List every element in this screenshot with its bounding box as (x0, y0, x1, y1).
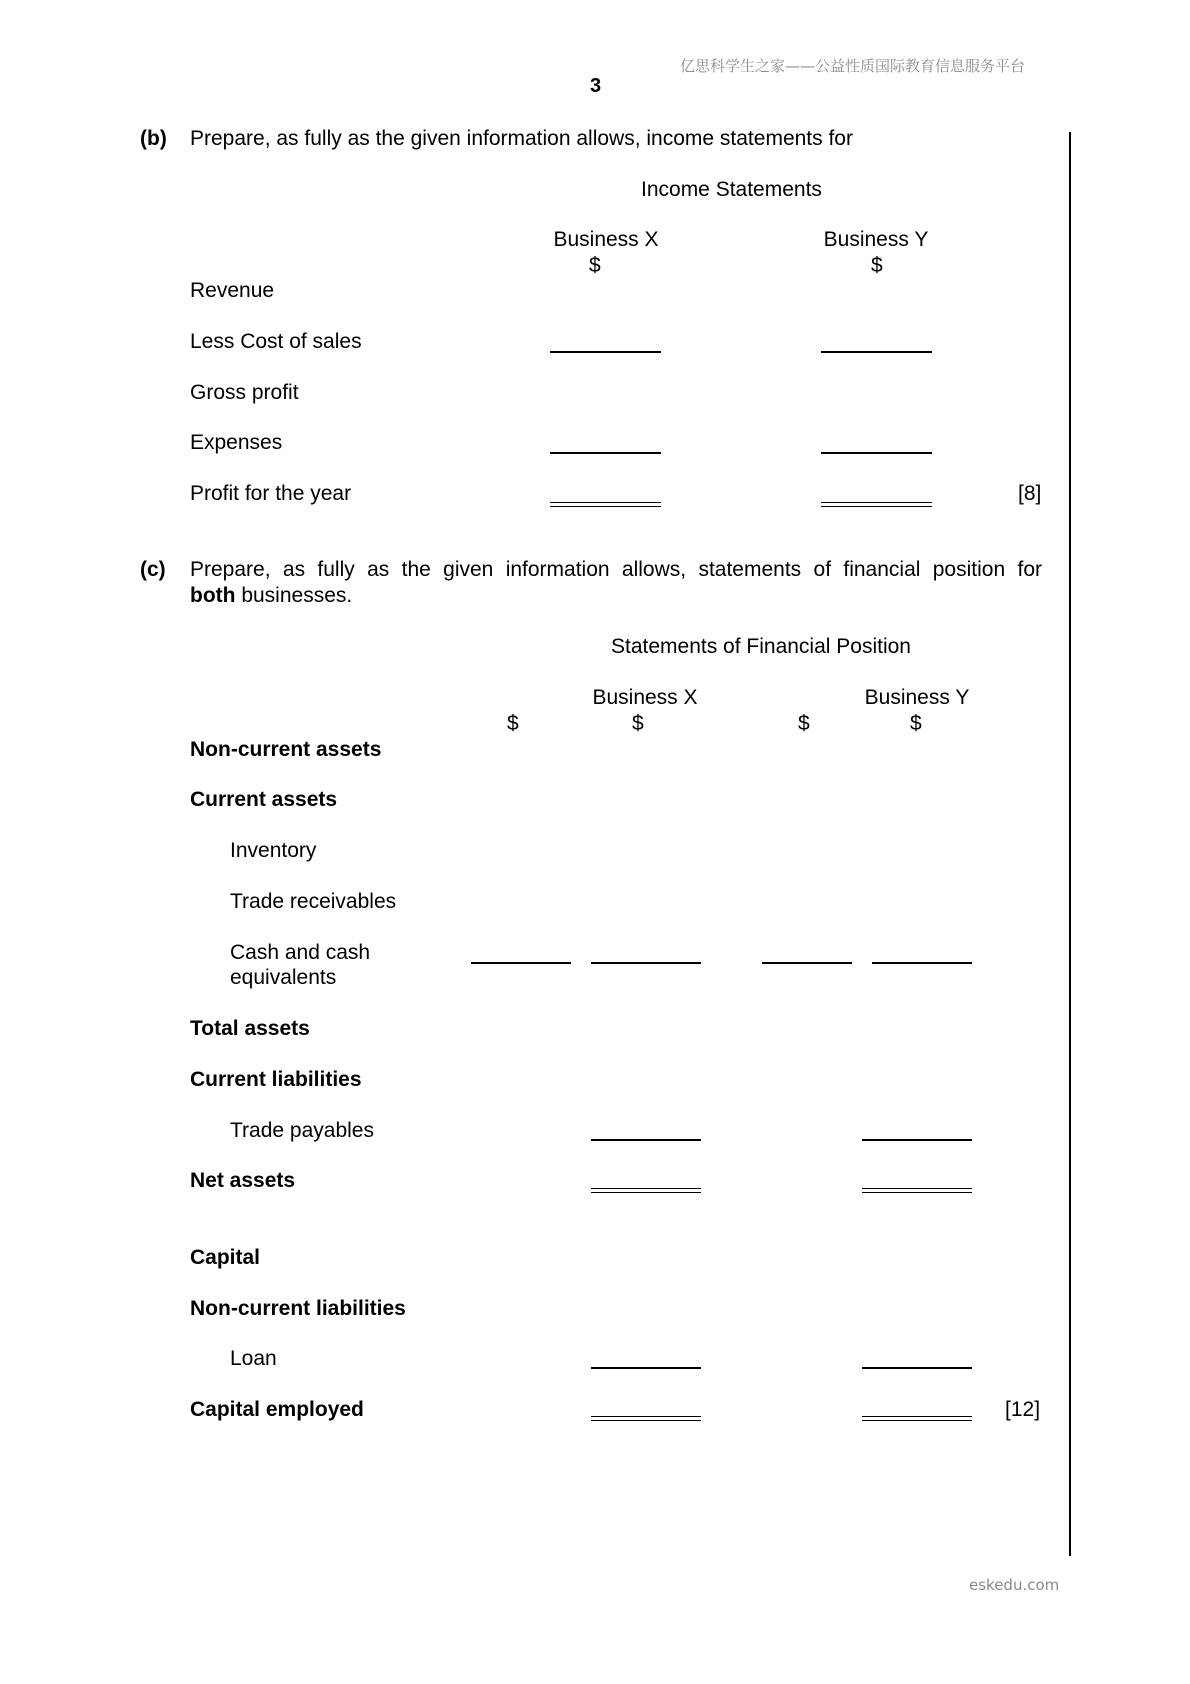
answer-line (591, 1367, 701, 1369)
part-c-question-rest: businesses. (235, 584, 353, 607)
row-inventory: Inventory (230, 839, 317, 862)
income-currency-y: $ (871, 254, 883, 277)
answer-line (862, 1139, 972, 1141)
double-answer-line (591, 1416, 701, 1421)
margin-rule (1069, 132, 1071, 1556)
row-expenses: Expenses (190, 431, 283, 454)
row-current-assets: Current assets (190, 788, 338, 811)
double-answer-line (550, 502, 661, 507)
row-cash-line1: Cash and cash (230, 941, 371, 964)
answer-line (550, 452, 661, 454)
row-net-assets: Net assets (190, 1169, 296, 1192)
row-trade-payables: Trade payables (230, 1119, 374, 1142)
income-currency-x: $ (589, 254, 601, 277)
sfp-currency: $ (507, 712, 519, 735)
row-trade-receivables: Trade receivables (230, 890, 397, 913)
row-capital-employed: Capital employed (190, 1398, 364, 1421)
row-non-current-liabilities: Non-current liabilities (190, 1297, 406, 1320)
footer-site: eskedu.com (969, 1576, 1060, 1594)
row-current-liabilities: Current liabilities (190, 1068, 362, 1091)
watermark-text: 亿思科学生之家——公益性质国际教育信息服务平台 (680, 57, 1026, 75)
row-gross-profit: Gross profit (190, 381, 299, 404)
part-b-question: Prepare, as fully as the given information allows, income statements for (190, 127, 853, 150)
answer-line (591, 1139, 701, 1141)
answer-line (862, 1367, 972, 1369)
sfp-currency: $ (910, 712, 922, 735)
double-answer-line (862, 1416, 972, 1421)
part-c-question-bold: both (190, 584, 236, 607)
income-col-business-y: Business Y (823, 228, 929, 251)
row-total-assets: Total assets (190, 1017, 310, 1040)
row-non-current-assets: Non-current assets (190, 738, 382, 761)
answer-line (550, 351, 661, 353)
sfp-currency: $ (798, 712, 810, 735)
page-number: 3 (590, 75, 602, 97)
income-statements-title: Income Statements (641, 178, 822, 201)
sfp-col-business-y: Business Y (864, 686, 970, 709)
double-answer-line (591, 1188, 701, 1193)
sfp-col-business-x: Business X (592, 686, 698, 709)
row-capital: Capital (190, 1246, 261, 1269)
part-c-question-line1: Prepare, as fully as the given information allows, statements of financial position for (190, 558, 1042, 581)
answer-line (821, 351, 932, 353)
row-cost-of-sales: Less Cost of sales (190, 330, 362, 353)
answer-line (821, 452, 932, 454)
row-loan: Loan (230, 1347, 277, 1370)
financial-position-title: Statements of Financial Position (611, 635, 911, 658)
double-answer-line (821, 502, 932, 507)
row-cash-line2: equivalents (230, 966, 337, 989)
income-col-business-x: Business X (553, 228, 659, 251)
row-profit-for-the-year: Profit for the year (190, 482, 352, 505)
part-c-marks: [12] (1005, 1398, 1041, 1421)
answer-line (762, 962, 852, 964)
answer-line (872, 962, 972, 964)
double-answer-line (862, 1188, 972, 1193)
part-c-question-line2 (190, 583, 352, 609)
row-revenue: Revenue (190, 279, 275, 302)
answer-line (591, 962, 701, 964)
part-b-label: (b) (140, 127, 167, 150)
answer-line (471, 962, 571, 964)
part-c-label: (c) (140, 558, 166, 581)
sfp-currency: $ (632, 712, 644, 735)
part-b-marks: [8] (1018, 482, 1042, 505)
